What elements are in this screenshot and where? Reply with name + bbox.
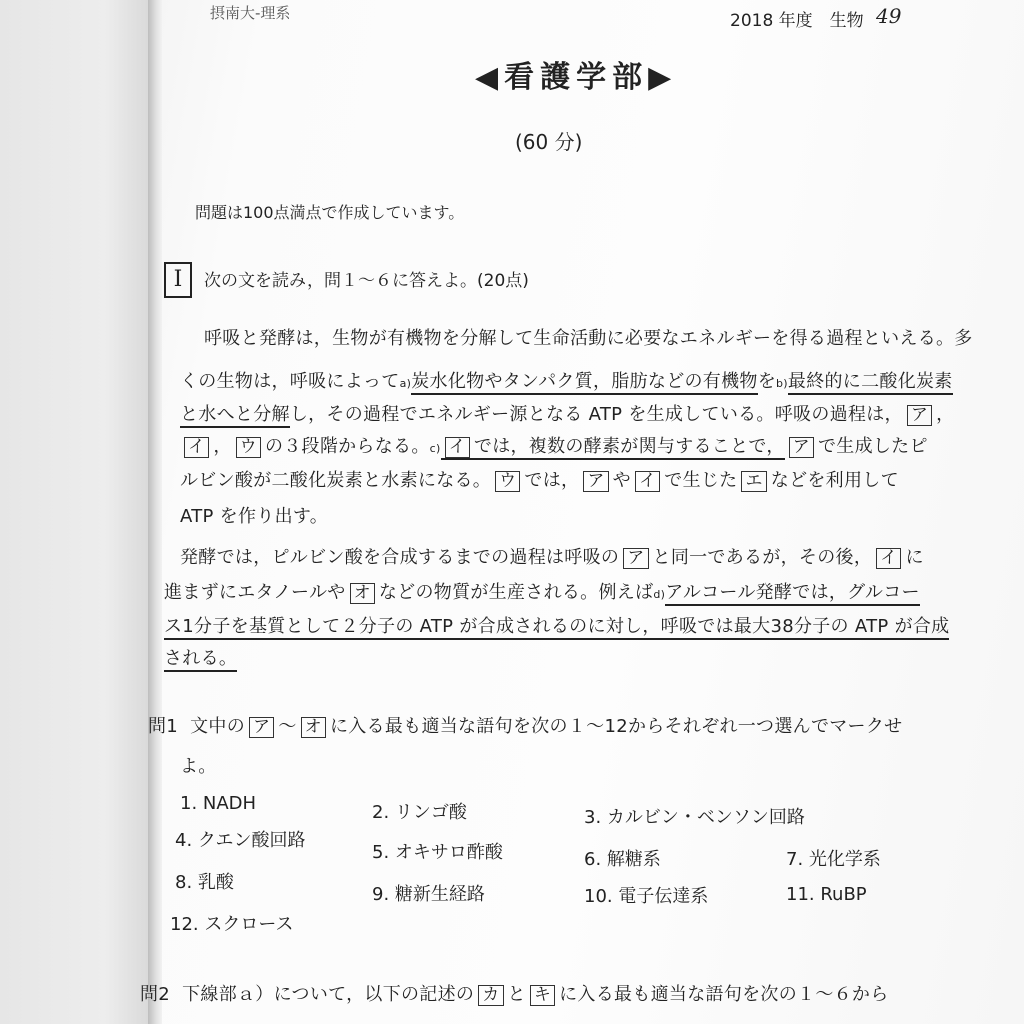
paragraph-1-line-1: 呼吸と発酵は，生物が有機物を分解して生命活動に必要なエネルギーを得る過程といえる。多 bbox=[204, 328, 973, 349]
blank-box-i: イ bbox=[445, 437, 470, 458]
blank-box-i: イ bbox=[635, 471, 660, 492]
blank-box-a: ア bbox=[583, 471, 608, 492]
option-7: 7. 光化学系 bbox=[786, 849, 881, 870]
paragraph-2-line-1: 発酵では，ピルビン酸を合成するまでの過程は呼吸の ア と同一であるが，その後， イ に bbox=[180, 547, 924, 568]
option-3: 3. カルビン・ベンソン回路 bbox=[584, 807, 805, 828]
blank-box-a: ア bbox=[623, 548, 648, 569]
q1-line-1: 問1 文中の ア ～ オ に入る最も適当な語句を次の１～12からそれぞれ一つ選んでマークせ bbox=[148, 716, 903, 737]
option-8: 8. 乳酸 bbox=[175, 872, 234, 893]
q1-line-2: よ。 bbox=[180, 756, 217, 777]
time-limit: (60 分) bbox=[515, 130, 583, 154]
paragraph-1-line-2: くの生物は，呼吸によってa)炭水化物やタンパク質，脂肪などの有機物をb)最終的に二酸化炭素 bbox=[180, 367, 953, 393]
q1-label: 問1 bbox=[148, 716, 179, 737]
blank-box-a: ア bbox=[789, 437, 814, 458]
option-2: 2. リンゴ酸 bbox=[372, 802, 467, 823]
q2-line-1: 問2 下線部ａ）について，以下の記述の カ と キ に入る最も適当な語句を次の１～６から bbox=[140, 984, 889, 1005]
running-header-year-subject: 2018 年度 生物 bbox=[730, 11, 864, 31]
q2-label: 問2 bbox=[140, 984, 171, 1005]
blank-box-u: ウ bbox=[236, 437, 261, 458]
question-number-box: I bbox=[164, 262, 192, 298]
option-1: 1. NADH bbox=[180, 793, 257, 814]
blank-box-o: オ bbox=[350, 583, 375, 604]
blank-box-i: イ bbox=[876, 548, 901, 569]
section-title: ◀看護学部▶ bbox=[475, 60, 678, 95]
blank-box-o: オ bbox=[301, 717, 326, 738]
scoring-note: 問題は100点満点で作成しています。 bbox=[195, 203, 465, 222]
option-5: 5. オキサロ酢酸 bbox=[372, 842, 503, 863]
blank-box-ka: カ bbox=[478, 985, 503, 1006]
running-header-left: 摂南大-理系 bbox=[210, 4, 291, 22]
option-10: 10. 電子伝達系 bbox=[584, 886, 709, 907]
blank-box-i: イ bbox=[184, 437, 209, 458]
option-11: 11. RuBP bbox=[786, 884, 867, 905]
option-6: 6. 解糖系 bbox=[584, 849, 661, 870]
blank-box-a: ア bbox=[907, 405, 932, 426]
blank-box-a: ア bbox=[249, 717, 274, 738]
paragraph-2-line-4: される。 bbox=[164, 644, 237, 670]
blank-box-u: ウ bbox=[495, 471, 520, 492]
paragraph-1-line-5: ルビン酸が二酸化炭素と水素になる。 ウ では， ア や イ で生じた エ などを利用して bbox=[180, 470, 899, 491]
paragraph-2-line-2: 進まずにエタノールや オ などの物質が生産される。例えばd)アルコール発酵では，グルコー bbox=[164, 578, 920, 604]
paragraph-1-line-4: イ ， ウ の３段階からなる。c) イ では，複数の酵素が関与することで， ア で生成したピ bbox=[180, 432, 928, 458]
option-12: 12. スクロース bbox=[170, 914, 294, 935]
paragraph-1-line-6: ATP を作り出す。 bbox=[180, 506, 329, 527]
left-page-edge bbox=[0, 0, 150, 1024]
blank-box-ki: キ bbox=[530, 985, 555, 1006]
paragraph-2-line-3: ス1分子を基質として２分子の ATP が合成されるのに対し，呼吸では最大38分子の ATP が合成 bbox=[164, 612, 949, 638]
book-gutter bbox=[148, 0, 162, 1024]
question-intro: 次の文を読み，問１～６に答えよ。(20点) bbox=[204, 271, 529, 291]
page-number: 49 bbox=[876, 4, 902, 28]
option-9: 9. 糖新生経路 bbox=[372, 884, 485, 905]
option-4: 4. クエン酸回路 bbox=[175, 830, 306, 851]
paragraph-1-line-3: と水へと分解し，その過程でエネルギー源となる ATP を生成している。呼吸の過程は， ア ， bbox=[180, 400, 954, 426]
blank-box-e: エ bbox=[741, 471, 766, 492]
